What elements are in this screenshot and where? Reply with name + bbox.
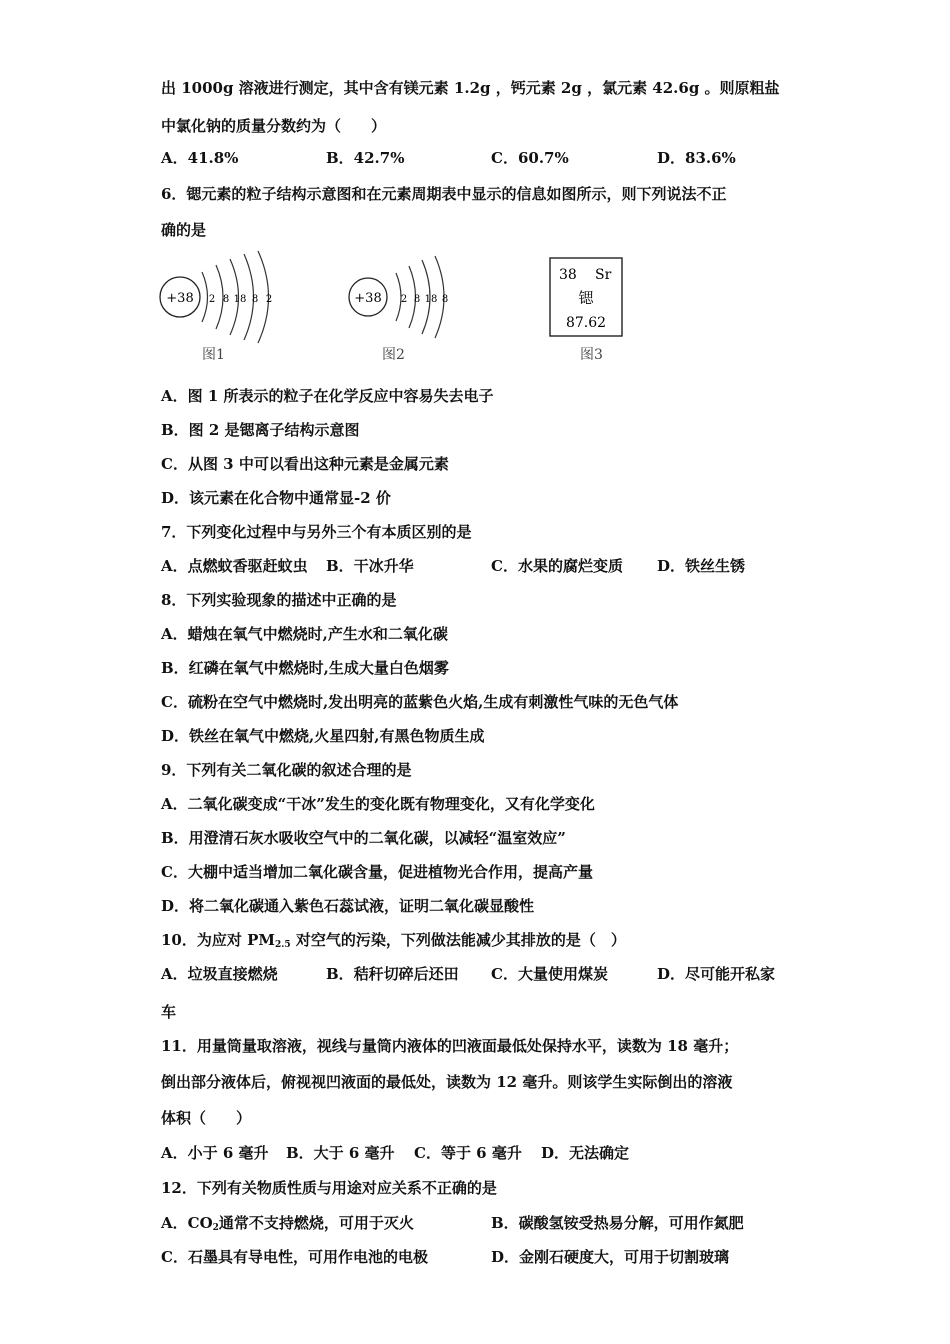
fig3-atomic-number: 38 [559,267,577,283]
figure-2-ion-diagram [346,255,456,340]
q10-stem-pre: 10．为应对 PM [161,931,275,949]
q5-stem-line2: 中氯化钠的质量分数约为（ ） [161,117,387,135]
q7-option-c[interactable]: C．水果的腐烂变质 [491,557,623,575]
q7-option-a[interactable]: A．点燃蚊香驱赶蚊虫 [161,557,308,575]
fig2-shell-count: 8 [413,294,421,305]
q8-option-d[interactable]: D．铁丝在氧气中燃烧,火星四射,有黑色物质生成 [161,727,485,745]
q10-option-b[interactable]: B．秸秆切碎后还田 [326,965,459,983]
fig1-shell-arc [202,272,208,322]
q6-stem-line2: 确的是 [161,221,207,239]
fig3-element-symbol: Sr [595,267,612,283]
q9-option-c[interactable]: C．大棚中适当增加二氧化碳含量，促进植物光合作用，提高产量 [161,863,593,881]
q11-option-b[interactable]: B．大于 6 毫升 [286,1144,395,1162]
q10-option-a[interactable]: A．垃圾直接燃烧 [161,965,278,983]
q12-stem: 12．下列有关物质性质与用途对应关系不正确的是 [161,1179,497,1197]
q8-stem: 8．下列实验现象的描述中正确的是 [161,591,397,609]
fig2-nucleus-charge: +38 [354,291,382,306]
q10-stem [161,930,626,955]
q12-option-a-pre: A．CO [161,1214,213,1232]
q12-option-a[interactable] [161,1213,414,1238]
q12-option-c[interactable]: C．石墨具有导电性，可用作电池的电极 [161,1248,428,1266]
fig3-element-name: 锶 [578,289,594,307]
q9-stem: 9．下列有关二氧化碳的叙述合理的是 [161,761,412,779]
q5-option-c[interactable]: C．60.7% [491,149,569,167]
q11-stem-line2: 倒出部分液体后，俯视视凹液面的最低处，读数为 12 毫升。则该学生实际倒出的溶液 [161,1073,733,1091]
fig1-shell-count: 2 [208,294,216,305]
fig2-shell-count: 2 [400,294,408,305]
fig1-shell-count: 8 [251,294,259,305]
fig1-shell-count: 8 [222,294,230,305]
q9-option-b[interactable]: B．用澄清石灰水吸收空气中的二氧化碳，以减轻“温室效应” [161,829,566,847]
q8-option-b[interactable]: B．红磷在氧气中燃烧时,生成大量白色烟雾 [161,659,449,677]
q5-option-d[interactable]: D．83.6% [657,149,736,167]
fig1-shell-count: 18 [233,294,247,305]
figure-3-periodic-cell [549,257,623,337]
q11-option-a[interactable]: A．小于 6 毫升 [161,1144,269,1162]
fig1-shell-count: 2 [265,294,273,305]
fig3-atomic-mass: 87.62 [565,315,607,331]
q10-option-c[interactable]: C．大量使用煤炭 [491,965,608,983]
q5-option-a[interactable]: A．41.8% [161,149,239,167]
fig2-shell-count: 18 [424,294,438,305]
figure-1-caption: 图1 [202,347,225,363]
figure-3-caption: 图3 [580,347,603,363]
q11-option-c[interactable]: C．等于 6 毫升 [414,1144,522,1162]
q7-option-b[interactable]: B．干冰升华 [326,557,414,575]
q11-option-d[interactable]: D．无法确定 [541,1144,630,1162]
q6-option-a[interactable]: A．图 1 所表示的粒子在化学反应中容易失去电子 [161,387,494,405]
figure-1-atom-diagram [155,250,285,345]
fig1-nucleus-charge: +38 [166,291,194,306]
q12-option-b[interactable]: B．碳酸氢铵受热易分解，可用作氮肥 [491,1214,744,1232]
q11-stem-line3: 体积（ ） [161,1109,252,1127]
q10-stem-subscript: 2.5 [274,940,291,950]
q6-option-b[interactable]: B．图 2 是锶离子结构示意图 [161,421,360,439]
q9-option-a[interactable]: A．二氧化碳变成“干冰”发生的变化既有物理变化，又有化学变化 [161,795,595,813]
q6-stem-line1: 6．锶元素的粒子结构示意图和在元素周期表中显示的信息如图所示，则下列说法不正 [161,185,727,203]
q7-option-d[interactable]: D．铁丝生锈 [657,557,746,575]
q10-stem-post: 对空气的污染，下列做法能减少其排放的是（ ） [290,931,626,949]
q7-stem: 7．下列变化过程中与另外三个有本质区别的是 [161,523,472,541]
q10-option-d[interactable]: D．尽可能开私家 [657,965,776,983]
q6-option-d[interactable]: D．该元素在化合物中通常显-2 价 [161,489,391,507]
q8-option-c[interactable]: C．硫粉在空气中燃烧时,发出明亮的蓝紫色火焰,生成有刺激性气味的无色气体 [161,693,679,711]
q10-option-d-wrap: 车 [161,1003,177,1021]
figure-2-caption: 图2 [382,347,405,363]
q12-option-a-post: 通常不支持燃烧，可用于灭火 [218,1214,414,1232]
q8-option-a[interactable]: A．蜡烛在氧气中燃烧时,产生水和二氧化碳 [161,625,448,643]
q11-stem-line1: 11．用量筒量取溶液，视线与量筒内液体的凹液面最低处保持水平，读数为 18 毫升； [161,1037,739,1055]
q12-option-d[interactable]: D．金刚石硬度大，可用于切割玻璃 [491,1248,730,1266]
q6-option-c[interactable]: C．从图 3 中可以看出这种元素是金属元素 [161,455,449,473]
q9-option-d[interactable]: D．将二氧化碳通入紫色石蕊试液，证明二氧化碳显酸性 [161,897,535,915]
q5-option-b[interactable]: B．42.7% [326,149,405,167]
q5-stem-line1: 出 1000g 溶液进行测定，其中含有镁元素 1.2g ，钙元素 2g ，氯元素 42.6g 。则原粗盐 [161,79,780,97]
q12-option-a-subscript: 2 [212,1223,219,1233]
fig2-shell-count: 8 [441,294,449,305]
